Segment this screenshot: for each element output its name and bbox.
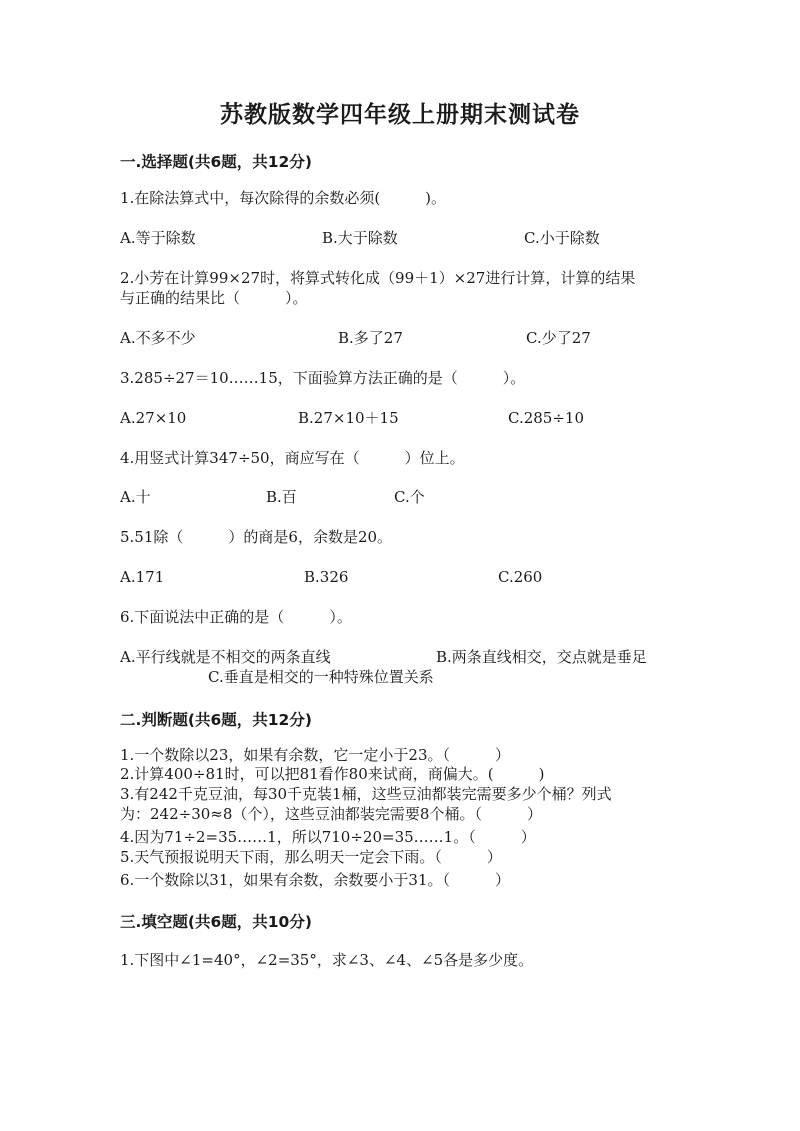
option-a: A.十 — [120, 488, 151, 506]
option-b: B.27×10＋15 — [298, 409, 399, 427]
question-text: 1.下图中∠1=40°，∠2=35°，求∠3、∠4、∠5各是多少度。 — [120, 951, 534, 969]
option-b: B.两条直线相交，交点就是垂足 — [436, 648, 647, 666]
section-heading-fill: 三.填空题(共6题，共10分) — [120, 913, 312, 931]
option-a: A.平行线就是不相交的两条直线 — [120, 648, 331, 666]
option-a: A.171 — [120, 568, 165, 586]
judge-item: 3.有242千克豆油，每30千克装1桶，这些豆油都装完需要多少个桶？列式 — [120, 785, 612, 803]
question-text: 1.在除法算式中，每次除得的余数必须( )。 — [120, 189, 447, 207]
option-b: B.326 — [304, 568, 349, 586]
page-title: 苏教版数学四年级上册期末测试卷 — [220, 101, 580, 128]
option-a: A.不多不少 — [120, 329, 196, 347]
option-c: C.少了27 — [526, 329, 591, 347]
option-c: C.个 — [394, 488, 425, 506]
judge-item: 为：242÷30≈8（个），这些豆油都装完需要8个桶。（ ） — [120, 805, 542, 823]
judge-item: 4.因为71÷2=35……1，所以710÷20=35……1。（ ） — [120, 828, 536, 846]
option-a: A.27×10 — [120, 409, 187, 427]
option-c: C.垂直是相交的一种特殊位置关系 — [208, 668, 434, 686]
question-text: 4.用竖式计算347÷50，商应写在（ ）位上。 — [120, 449, 465, 467]
option-c: C.小于除数 — [524, 229, 600, 247]
option-b: B.多了27 — [338, 329, 403, 347]
judge-item: 6.一个数除以31，如果有余数，余数要小于31。（ ） — [120, 871, 510, 889]
judge-item: 5.天气预报说明天下雨，那么明天一定会下雨。（ ） — [120, 848, 502, 866]
question-text: 3.285÷27＝10……15，下面验算方法正确的是（ ）。 — [120, 369, 526, 387]
judge-item: 1.一个数除以23，如果有余数，它一定小于23。（ ） — [120, 746, 510, 764]
question-text: 5.51除（ ）的商是6，余数是20。 — [120, 528, 393, 546]
question-text: 6.下面说法中正确的是（ ）。 — [120, 608, 352, 626]
judge-item: 2.计算400÷81时，可以把81看作80来试商，商偏大。( ) — [120, 765, 545, 783]
option-c: C.260 — [498, 568, 543, 586]
option-b: B.大于除数 — [322, 229, 398, 247]
option-b: B.百 — [266, 488, 297, 506]
section-heading-choice: 一.选择题(共6题，共12分) — [120, 153, 312, 171]
option-a: A.等于除数 — [120, 229, 196, 247]
option-c: C.285÷10 — [508, 409, 584, 427]
section-heading-judge: 二.判断题(共6题，共12分) — [120, 711, 312, 729]
question-text: 与正确的结果比（ ）。 — [120, 289, 308, 307]
question-text: 2.小芳在计算99×27时，将算式转化成（99＋1）×27进行计算，计算的结果 — [120, 269, 636, 287]
